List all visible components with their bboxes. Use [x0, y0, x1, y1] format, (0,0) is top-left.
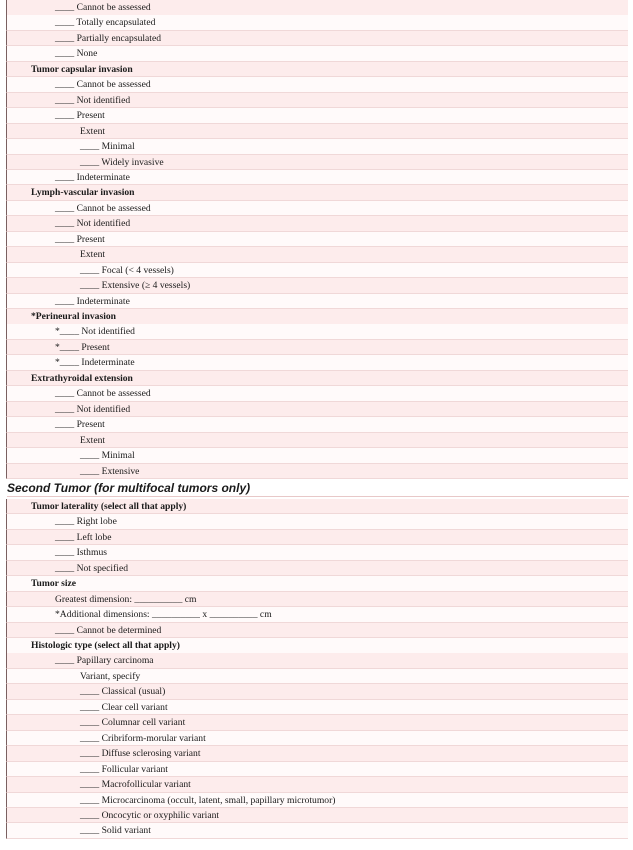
checklist-option[interactable]: ____ None — [6, 46, 628, 62]
checklist-option[interactable]: ____ Solid variant — [6, 823, 628, 839]
checklist-option[interactable]: ____ Cribriform-morular variant — [6, 731, 628, 747]
field-label: Lymph-vascular invasion — [6, 185, 628, 201]
checklist-option[interactable]: ____ Cannot be assessed — [6, 201, 628, 217]
checklist-option[interactable]: ____ Not identified — [6, 216, 628, 232]
checklist-option[interactable]: ____ Present — [6, 108, 628, 124]
checklist-option[interactable]: ____ Cannot be assessed — [6, 77, 628, 93]
checklist-option: Extent — [6, 247, 628, 263]
checklist-option[interactable]: ____ Minimal — [6, 139, 628, 155]
checklist-option[interactable]: ____ Indeterminate — [6, 170, 628, 186]
checklist-option[interactable]: *____ Present — [6, 340, 628, 356]
field-label: Histologic type (select all that apply) — [6, 638, 628, 654]
field-label: *Perineural invasion — [6, 309, 628, 325]
field-label: Tumor capsular invasion — [6, 62, 628, 78]
checklist-option[interactable]: ____ Cannot be determined — [6, 623, 628, 639]
checklist-option[interactable]: *____ Indeterminate — [6, 355, 628, 371]
checklist-option[interactable]: ____ Isthmus — [6, 545, 628, 561]
checklist-option: Variant, specify — [6, 669, 628, 685]
checklist-option[interactable]: ____ Minimal — [6, 448, 628, 464]
checklist-option[interactable]: ____ Cannot be assessed — [6, 0, 628, 16]
checklist-option[interactable]: ____ Classical (usual) — [6, 684, 628, 700]
checklist-option[interactable]: ____ Clear cell variant — [6, 700, 628, 716]
checklist-option[interactable]: ____ Present — [6, 232, 628, 248]
checklist-option[interactable]: ____ Not identified — [6, 93, 628, 109]
checklist-option[interactable]: ____ Columnar cell variant — [6, 715, 628, 731]
checklist-option: Extent — [6, 433, 628, 449]
checklist-option[interactable]: ____ Not identified — [6, 402, 628, 418]
checklist-option[interactable]: Greatest dimension: __________ cm — [6, 592, 628, 608]
checklist-option[interactable]: ____ Macrofollicular variant — [6, 777, 628, 793]
checklist-option[interactable]: ____ Totally encapsulated — [6, 15, 628, 31]
checklist-option[interactable]: ____ Focal (< 4 vessels) — [6, 263, 628, 279]
checklist-option[interactable]: ____ Papillary carcinoma — [6, 653, 628, 669]
checklist-option[interactable]: ____ Right lobe — [6, 514, 628, 530]
checklist-option[interactable]: ____ Not specified — [6, 561, 628, 577]
checklist-option[interactable]: ____ Extensive — [6, 464, 628, 480]
field-label: Tumor laterality (select all that apply) — [6, 499, 628, 515]
checklist-option[interactable]: ____ Present — [6, 417, 628, 433]
checklist-option[interactable]: ____ Extensive (≥ 4 vessels) — [6, 278, 628, 294]
checklist-option[interactable]: ____ Oncocytic or oxyphilic variant — [6, 808, 628, 824]
checklist-option[interactable]: ____ Follicular variant — [6, 762, 628, 778]
checklist-option[interactable]: ____ Partially encapsulated — [6, 31, 628, 47]
checklist-option[interactable]: ____ Cannot be assessed — [6, 386, 628, 402]
field-label: Extrathyroidal extension — [6, 371, 628, 387]
checklist-option[interactable]: *____ Not identified — [6, 324, 628, 340]
checklist-option[interactable]: ____ Widely invasive — [6, 155, 628, 171]
checklist-option[interactable]: ____ Left lobe — [6, 530, 628, 546]
checklist-option[interactable]: ____ Diffuse sclerosing variant — [6, 746, 628, 762]
checklist-option[interactable]: ____ Microcarcinoma (occult, latent, small, papillary microtumor) — [6, 793, 628, 809]
checklist-option: Extent — [6, 124, 628, 140]
section-heading: Second Tumor (for multifocal tumors only) — [7, 479, 629, 497]
checklist-option[interactable]: *Additional dimensions: __________ x __________ cm — [6, 607, 628, 623]
field-label: Tumor size — [6, 576, 628, 592]
checklist-option[interactable]: ____ Indeterminate — [6, 294, 628, 310]
